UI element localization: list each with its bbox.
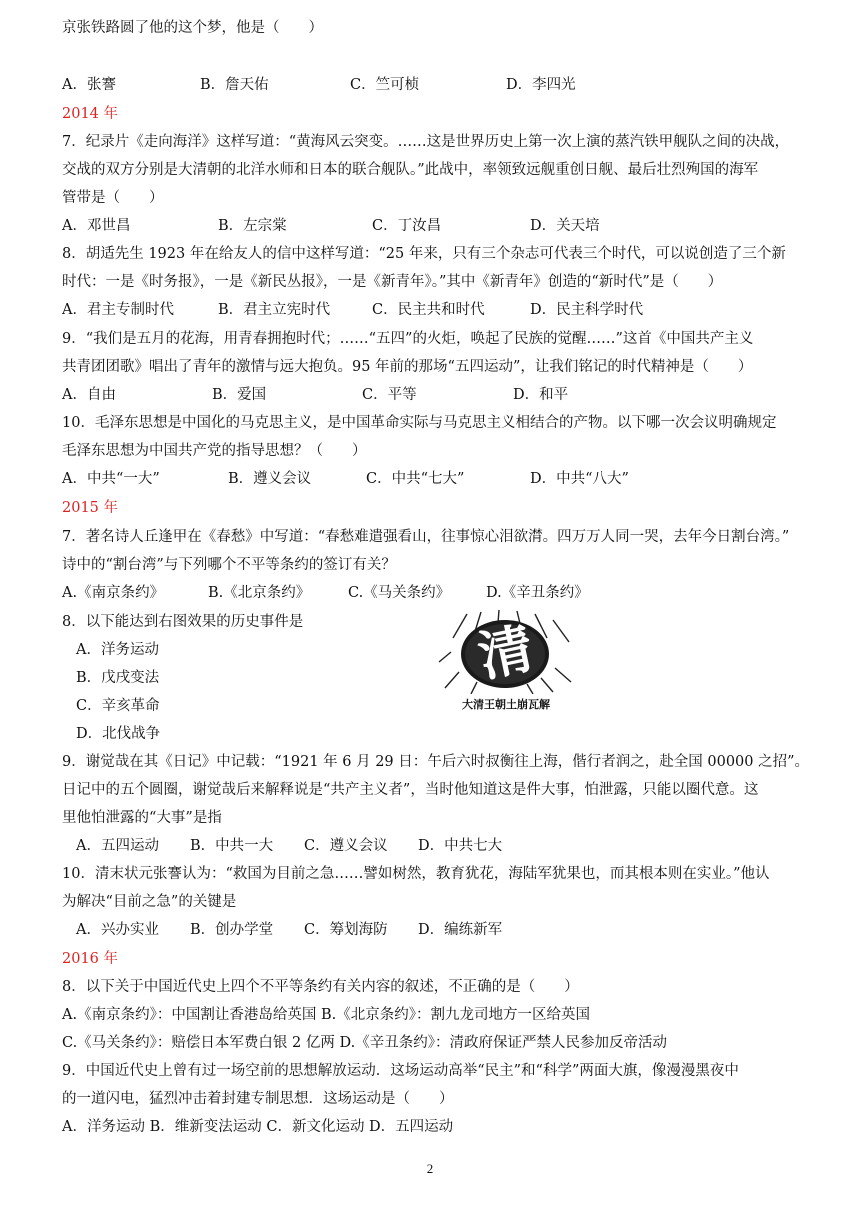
q7-2015-option-d: D.《辛丑条约》 xyxy=(486,585,589,601)
q8-2016-options-ab: A.《南京条约》：中国割让香港岛给英国 B.《北京条约》：割九龙司地方一区给英国 xyxy=(62,1007,590,1023)
q10-2014-option-d: D．中共“八大” xyxy=(530,471,629,487)
q9-2014-option-d: D．和平 xyxy=(513,387,569,403)
q8-2015-stem: 8．以下能达到右图效果的历史事件是 xyxy=(62,614,304,630)
q7-2015-line1: 7．著名诗人丘逢甲在《春愁》中写道：“春愁难遣强看山，往事惊心泪欲潸。四万万人同一哭，去年今日割台湾。” xyxy=(62,529,790,545)
q9-2015-option-a: A．五四运动 xyxy=(76,838,159,854)
q9-2014-option-b: B．爱国 xyxy=(212,387,267,403)
q6-option-a: A．张謇 xyxy=(62,77,116,93)
q10-2015-option-d: D．编练新军 xyxy=(418,922,503,938)
q6-stem-end: 京张铁路圆了他的这个梦，他是（ ） xyxy=(62,20,323,36)
q8-2016-options-cd: C.《马关条约》：赔偿日本军费白银 2 亿两 D.《辛丑条约》：清政府保证严禁人民参加反帝活动 xyxy=(62,1035,667,1051)
q9-2016-options: A．洋务运动 B．维新变法运动 C．新文化运动 D．五四运动 xyxy=(62,1119,454,1135)
q10-2015-option-c: C．筹划海防 xyxy=(304,922,388,938)
q8-2015-option-c: C．辛亥革命 xyxy=(76,698,160,714)
q8-2014-option-b: B．君主立宪时代 xyxy=(218,302,331,318)
q8-2014-line2: 时代：一是《时务报》，一是《新民丛报》，一是《新青年》。”其中《新青年》创造的“新时代”是（ ） xyxy=(62,274,723,290)
q7-2015-option-c: C.《马关条约》 xyxy=(348,585,451,601)
q9-2014-option-a: A．自由 xyxy=(62,387,116,403)
q9-2014-option-c: C．平等 xyxy=(362,387,417,403)
q10-2015-line1: 10．清末状元张謇认为：“救国为目前之急……譬如树然，教育犹花，海陆军犹果也，而其根本则在实业。”他认 xyxy=(62,866,770,882)
q9-2015-line3: 里他怕泄露的“大事”是指 xyxy=(62,810,222,826)
q8-2015-option-a: A．洋务运动 xyxy=(76,642,159,658)
q10-2015-option-b: B．创办学堂 xyxy=(190,922,274,938)
q8-2016-stem: 8．以下关于中国近代史上四个不平等条约有关内容的叙述，不正确的是（ ） xyxy=(62,979,579,995)
q6-option-b: B．詹天佑 xyxy=(200,77,269,93)
year-heading-2015: 2015 年 xyxy=(62,500,119,516)
q8-2015-option-b: B．戊戌变法 xyxy=(76,670,160,686)
year-heading-2016: 2016 年 xyxy=(62,951,119,967)
q8-2014-option-a: A．君主专制时代 xyxy=(62,302,174,318)
q9-2016-line1: 9．中国近代史上曾有过一场空前的思想解放运动．这场运动高举“民主”和“科学”两面大旗，像漫漫黑夜中 xyxy=(62,1063,739,1079)
q10-2015-line2: 为解决“目前之急”的关键是 xyxy=(62,894,237,910)
qing-collapse-figure xyxy=(437,608,575,716)
q7-2014-line1: 7．纪录片《走向海洋》这样写道：“黄海风云突变。……这是世界历史上第一次上演的蒸汽铁甲舰队之间的决战， xyxy=(62,134,790,150)
q7-2014-option-d: D．关天培 xyxy=(530,218,600,234)
year-heading-2014: 2014 年 xyxy=(62,106,119,122)
q7-2014-line2: 交战的双方分别是大清朝的北洋水师和日本的联合舰队。”此战中，率领致远舰重创日舰、最后壮烈殉国的海军 xyxy=(62,162,759,178)
q9-2015-option-c: C．遵义会议 xyxy=(304,838,388,854)
q9-2015-line1: 9．谢觉哉在其《日记》中记载：“1921 年 6 月 29 日：午后六时叔衡往上海，偕行者润之，赴全国 00000 之招”。 xyxy=(62,754,810,770)
q7-2015-option-b: B.《北京条约》 xyxy=(208,585,311,601)
q8-2015-option-d: D．北伐战争 xyxy=(76,726,161,742)
q10-2014-line1: 10．毛泽东思想是中国化的马克思主义，是中国革命实际与马克思主义相结合的产物。以下哪一次会议明确规定 xyxy=(62,415,777,431)
q7-2014-option-a: A．邓世昌 xyxy=(62,218,131,234)
q10-2014-option-c: C．中共“七大” xyxy=(366,471,465,487)
q9-2014-line1: 9．“我们是五月的花海，用青春拥抱时代；……“五四”的火炬，唤起了民族的觉醒……”这首《中国共产主义 xyxy=(62,331,754,347)
q7-2015-option-a: A.《南京条约》 xyxy=(62,585,165,601)
q6-option-d: D．李四光 xyxy=(506,77,576,93)
q10-2015-option-a: A．兴办实业 xyxy=(76,922,159,938)
page-number: 2 xyxy=(426,1161,434,1176)
q9-2014-line2: 共青团团歌》唱出了青年的激情与远大抱负。95 年前的那场“五四运动”，让我们铭记的时代精神是（ ） xyxy=(62,359,753,375)
q10-2014-line2: 毛泽东思想为中国共产党的指导思想？（ ） xyxy=(62,443,367,459)
qing-figure-glyph: 清 xyxy=(472,615,540,689)
q7-2014-option-c: C．丁汝昌 xyxy=(372,218,442,234)
q7-2014-line3: 管带是（ ） xyxy=(62,190,164,206)
q10-2014-option-b: B．遵义会议 xyxy=(228,471,312,487)
q9-2015-option-d: D．中共七大 xyxy=(418,838,503,854)
q7-2015-line2: 诗中的“割台湾”与下列哪个不平等条约的签订有关？ xyxy=(62,557,396,573)
q9-2015-option-b: B．中共一大 xyxy=(190,838,274,854)
q10-2014-option-a: A．中共“一大” xyxy=(62,471,160,487)
figure-caption: 大清王朝土崩瓦解 xyxy=(462,698,550,711)
q8-2014-option-c: C．民主共和时代 xyxy=(372,302,485,318)
q8-2014-line1: 8．胡适先生 1923 年在给友人的信中这样写道：“25 年来，只有三个杂志可代表三个时代，可以说创造了三个新 xyxy=(62,246,786,262)
q9-2016-line2: 的一道闪电，猛烈冲击着封建专制思想．这场运动是（ ） xyxy=(62,1091,454,1107)
q8-2014-option-d: D．民主科学时代 xyxy=(530,302,644,318)
q9-2015-line2: 日记中的五个圆圈，谢觉哉后来解释说是“共产主义者”，当时他知道这是件大事，怕泄露，只能以圈代意。这 xyxy=(62,782,759,798)
q7-2014-option-b: B．左宗棠 xyxy=(218,218,287,234)
q6-option-c: C．竺可桢 xyxy=(350,77,420,93)
